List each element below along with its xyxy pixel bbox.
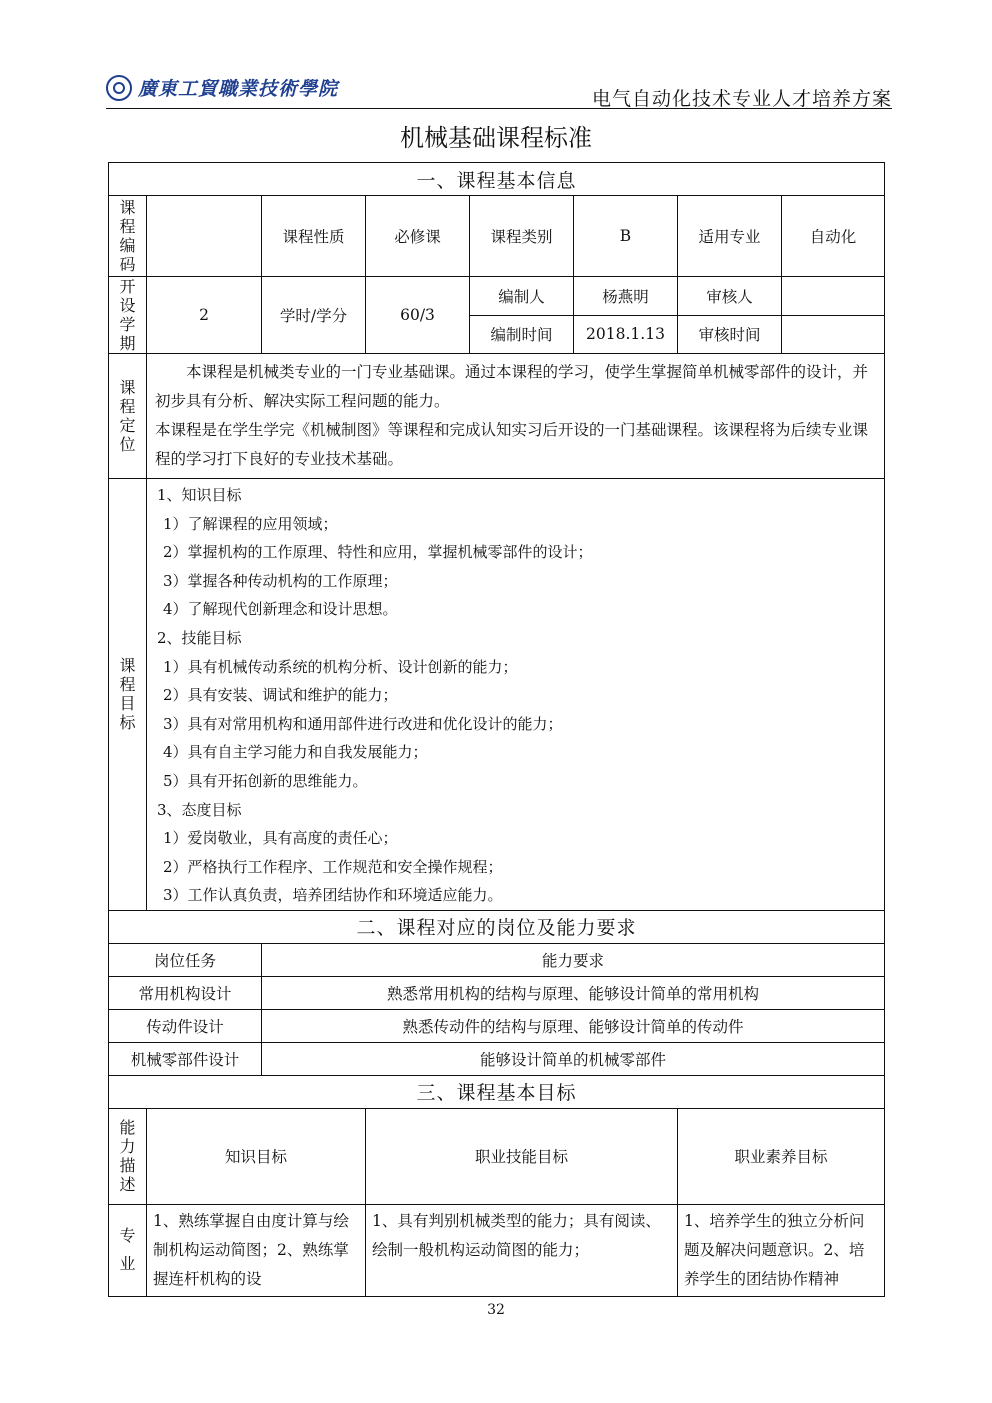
review-time-value [782, 315, 885, 354]
goal-item: 3）工作认真负责，培养团结协作和环境适应能力。 [163, 886, 503, 905]
compile-time-value: 2018.1.13 [574, 315, 678, 354]
program-title: 电气自动化技术专业人才培养方案 [591, 88, 892, 110]
compile-time-label: 编制时间 [470, 315, 574, 354]
document-title: 机械基础课程标准 [400, 124, 592, 152]
col-header-skill: 职业技能目标 [366, 1108, 678, 1204]
goal-item: 1）了解课程的应用领域； [163, 514, 338, 533]
compiler-value: 杨燕明 [574, 277, 678, 316]
course-position-label: 课 程 定 位 [109, 354, 147, 479]
goal-item: 2）具有安装、调试和维护的能力； [163, 686, 398, 705]
task-cell: 传动件设计 [109, 1009, 262, 1042]
ability-cell: 熟悉常用机构的结构与原理、能够设计简单的常用机构 [262, 976, 885, 1009]
course-category-value: B [574, 196, 678, 277]
ability-cell: 能够设计简单的机械零部件 [262, 1042, 885, 1075]
goal-item: 3）掌握各种传动机构的工作原理； [163, 571, 398, 590]
course-code-label: 课 程 编 码 [109, 196, 147, 277]
col-header-ability: 能力要求 [262, 943, 885, 976]
course-position-paragraph: 本课程是在学生学完《机械制图》等课程和完成认知实习后开设的一门基础课程。该课程将为后续专业课程的学习打下良好的专业技术基础。 [155, 421, 869, 468]
skill-goal-cell: 1、具有判别机械类型的能力；具有阅读、绘制一般机构运动简图的能力； [366, 1204, 678, 1296]
course-standard-table [108, 162, 885, 1297]
course-goals-label: 课 程 目 标 [109, 479, 147, 911]
course-category-label: 课程类别 [470, 196, 574, 277]
course-position-paragraph: 本课程是机械类专业的一门专业基础课。通过本课程的学习，使学生掌握简单机械零部件的设计，并初步具有分析、解决实际工程问题的能力。 [155, 363, 869, 410]
col-header-quality: 职业素养目标 [678, 1108, 885, 1204]
hours-value: 60/3 [366, 277, 470, 354]
hours-label: 学时/学分 [262, 277, 366, 354]
task-cell: 常用机构设计 [109, 976, 262, 1009]
goal-item: 4）了解现代创新理念和设计思想。 [163, 600, 398, 619]
course-position-text [147, 354, 885, 479]
review-time-label: 审核时间 [678, 315, 782, 354]
goal-heading: 3、态度目标 [157, 800, 242, 819]
col-header-knowledge: 知识目标 [147, 1108, 366, 1204]
goal-item: 2）严格执行工作程序、工作规范和安全操作规程； [163, 857, 503, 876]
compiler-label: 编制人 [470, 277, 574, 316]
section1-heading: 一、课程基本信息 [109, 163, 885, 196]
school-logo-text: 廣東工貿職業技術學院 [138, 78, 339, 100]
reviewer-value [782, 277, 885, 316]
course-goals-list [147, 479, 885, 911]
goal-item: 2）掌握机构的工作原理、特性和应用，掌握机械零部件的设计； [163, 543, 593, 562]
goal-item: 3）具有对常用机构和通用部件进行改进和优化设计的能力； [163, 714, 563, 733]
semester-value: 2 [147, 277, 262, 354]
course-code-value [147, 196, 262, 277]
page-number: 32 [487, 1302, 505, 1318]
goal-heading: 2、技能目标 [157, 628, 242, 647]
goal-item: 1）具有机械传动系统的机构分析、设计创新的能力； [163, 657, 518, 676]
professional-label: 专 业 [109, 1204, 147, 1296]
course-nature-value: 必修课 [366, 196, 470, 277]
header-divider [106, 108, 892, 109]
school-emblem-icon [106, 75, 132, 101]
quality-goal-cell: 1、培养学生的独立分析问题及解决问题意识。2、培养学生的团结协作精神 [678, 1204, 885, 1296]
course-nature-label: 课程性质 [262, 196, 366, 277]
ability-cell: 熟悉传动件的结构与原理、能够设计简单的传动件 [262, 1009, 885, 1042]
ability-description-label: 能 力 描 述 [109, 1108, 147, 1204]
section3-heading: 三、课程基本目标 [109, 1075, 885, 1108]
goal-heading: 1、知识目标 [157, 486, 242, 504]
page-header [106, 70, 892, 110]
task-cell: 机械零部件设计 [109, 1042, 262, 1075]
goal-item: 4）具有自主学习能力和自我发展能力； [163, 743, 428, 762]
col-header-task: 岗位任务 [109, 943, 262, 976]
school-logo [106, 74, 338, 101]
section2-heading: 二、课程对应的岗位及能力要求 [109, 910, 885, 943]
goal-item: 1）爱岗敬业，具有高度的责任心； [163, 829, 398, 848]
semester-label: 开 设 学 期 [109, 277, 147, 354]
knowledge-goal-cell: 1、熟练掌握自由度计算与绘制机构运动简图；2、熟练掌握连杆机构的设 [147, 1204, 366, 1296]
major-label: 适用专业 [678, 196, 782, 277]
goal-item: 5）具有开拓创新的思维能力。 [163, 771, 368, 790]
major-value: 自动化 [782, 196, 885, 277]
reviewer-label: 审核人 [678, 277, 782, 316]
